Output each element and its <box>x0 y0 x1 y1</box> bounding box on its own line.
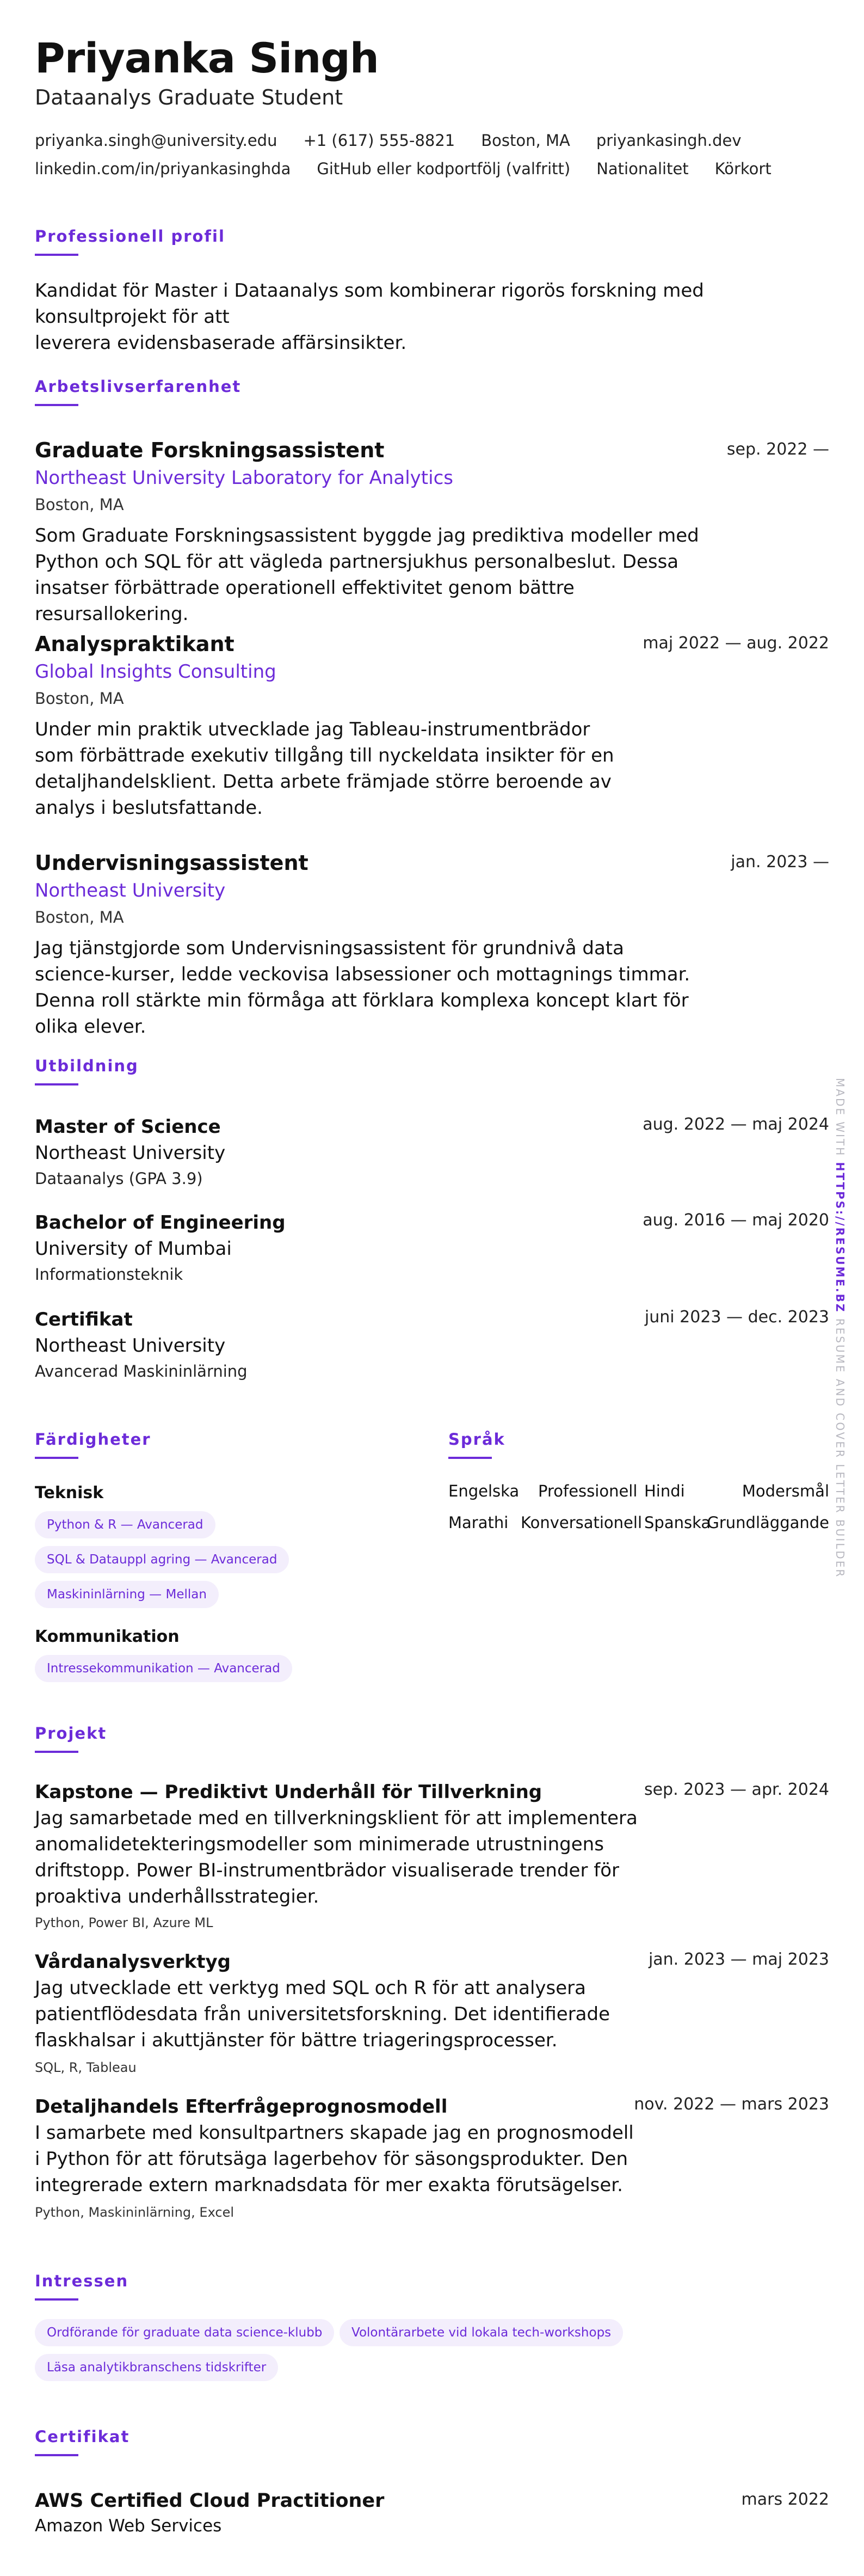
section-rule <box>35 2298 78 2301</box>
skill-tag: Maskininlärning — Mellan <box>35 1581 219 1608</box>
project-tech: Python, Power BI, Azure ML <box>35 1915 213 1930</box>
job-description: Som Graduate Forskningsassistent byggde jag prediktiva modeller med Python och SQL för att vägleda partnersjukhus personalbeslut. Dessa insatser förbättrade operationell effektivitet genom bättre resursallokering. <box>35 525 699 625</box>
job-description: Under min praktik utvecklade jag Tableau-instrumentbrädor som förbättrade exekutiv tillgång till nyckeldata insikter för en detaljhandelsklient. Detta arbete främjade större beroende av analys i beslutsfattande. <box>35 719 614 819</box>
field-of-study: Avancerad Maskininlärning <box>35 1362 248 1381</box>
project-dates: jan. 2023 — maj 2023 <box>648 1950 829 1969</box>
skill-tag: Python & R — Avancerad <box>35 1511 215 1538</box>
section-rule <box>35 1751 78 1753</box>
section-title-skills: Färdigheter <box>35 1430 151 1449</box>
job-location: Boston, MA <box>35 495 124 514</box>
contact-email[interactable]: priyanka.singh@university.edu <box>35 131 277 150</box>
project-dates: sep. 2023 — apr. 2024 <box>644 1780 829 1799</box>
language-level: Professionell <box>538 1482 638 1500</box>
school-name: Northeast University <box>35 1335 226 1357</box>
project-dates: nov. 2022 — mars 2023 <box>634 2095 829 2114</box>
degree-title: Certifikat <box>35 1309 133 1330</box>
project-description: Jag samarbetade med en tillverkningsklient för att implementera anomalidetekteringsmodeller som minimerade utrustningens driftstopp. Power BI-instrumentbrädor visualiserade trender för proaktiva underhållsstrategier. <box>35 1807 638 1908</box>
job-dates: sep. 2022 — <box>726 440 829 459</box>
job-title: Undervisningsassistent <box>35 851 308 875</box>
interest-tag: Läsa analytikbranschens tidskrifter <box>35 2354 278 2381</box>
school-name: Northeast University <box>35 1142 226 1164</box>
branding-strip <box>832 1078 854 1579</box>
section-title-interests: Intressen <box>35 2272 129 2290</box>
certificate-title: AWS Certified Cloud Practitioner <box>35 2490 385 2512</box>
contact-line-2 <box>35 158 798 180</box>
section-rule <box>35 2454 78 2456</box>
job-dates: jan. 2023 — <box>731 852 829 872</box>
candidate-title: Dataanalys Graduate Student <box>35 85 343 109</box>
contact-location: Boston, MA <box>481 131 570 150</box>
contact-github[interactable]: GitHub eller kodportfölj (valfritt) <box>317 160 571 178</box>
contact-line-1 <box>35 130 768 151</box>
project-tech: SQL, R, Tableau <box>35 2060 137 2075</box>
skill-tag: SQL & Datauppl agring — Avancerad <box>35 1546 289 1573</box>
certificate-date: mars 2022 <box>741 2490 829 2509</box>
project-tech: Python, Maskininlärning, Excel <box>35 2205 234 2220</box>
language-row <box>448 1512 829 1534</box>
branding-text <box>829 1078 851 1579</box>
language-name: Spanska <box>644 1513 711 1532</box>
job-dates: maj 2022 — aug. 2022 <box>643 634 829 653</box>
job-location: Boston, MA <box>35 689 124 708</box>
job-organization: Global Insights Consulting <box>35 661 276 683</box>
section-title-education: Utbildning <box>35 1057 139 1075</box>
field-of-study: Informationsteknik <box>35 1265 183 1284</box>
section-rule <box>35 404 78 406</box>
skills-technical-heading: Teknisk <box>35 1483 104 1502</box>
branding-prefix: MADE WITH <box>834 1078 847 1157</box>
profile-line: leverera evidensbaserade affärsinsikter. <box>35 332 407 354</box>
contact-phone[interactable]: +1 (617) 555-8821 <box>303 131 455 150</box>
interest-tag: Ordförande för graduate data science-klubb <box>35 2319 334 2346</box>
language-name: Marathi <box>448 1513 509 1532</box>
language-level: Konversationell <box>521 1513 643 1532</box>
field-of-study: Dataanalys (GPA 3.9) <box>35 1169 203 1188</box>
language-name: Engelska <box>448 1482 520 1500</box>
project-description: Jag utvecklade ett verktyg med SQL och R för att analysera patientflödesdata från universitetsforskning. Det identifierade flaskhalsar i akuttjänster för bättre triageringsprocesser. <box>35 1977 610 2051</box>
job-organization: Northeast University <box>35 880 226 901</box>
skills-communication-heading: Kommunikation <box>35 1627 180 1646</box>
job-description: Jag tjänstgjorde som Undervisningsassistent för grundnivå data science-kurser, ledde veckovisa labsessioner och mottagnings timmar. Denna roll stärkte min förmåga att förklara komplexa koncept klart för olika elever. <box>35 937 690 1038</box>
contact-license: Körkort <box>714 160 772 178</box>
profile-line: Kandidat för Master i Dataanalys som kombinerar rigorös forskning med konsultprojekt för att <box>35 280 704 328</box>
section-title-languages: Språk <box>448 1430 505 1449</box>
project-title: Detaljhandels Efterfrågeprognosmodell <box>35 2096 448 2118</box>
contact-website[interactable]: priyankasingh.dev <box>596 131 742 150</box>
candidate-name: Priyanka Singh <box>35 34 379 82</box>
language-level: Modersmål <box>742 1482 829 1500</box>
project-title: Vårdanalysverktyg <box>35 1951 231 1973</box>
project-description: I samarbete med konsultpartners skapade jag en prognosmodell i Python för att förutsäga lagerbehov för säsongsprodukter. Den integrerade extern marknadsdata för mer exakta förutsägelser. <box>35 2122 634 2196</box>
school-name: University of Mumbai <box>35 1238 232 1260</box>
section-rule <box>35 1083 78 1085</box>
job-title: Analyspraktikant <box>35 632 234 656</box>
interest-tag: Volontärarbete vid lokala tech-workshops <box>340 2319 623 2346</box>
degree-title: Bachelor of Engineering <box>35 1212 286 1234</box>
job-organization: Northeast University Laboratory for Analytics <box>35 467 453 489</box>
section-title-projects: Projekt <box>35 1724 107 1743</box>
profile-summary <box>35 278 829 356</box>
contact-linkedin[interactable]: linkedin.com/in/priyankasinghda <box>35 160 291 178</box>
skill-tag: Intressekommunikation — Avancerad <box>35 1655 292 1682</box>
language-row <box>448 1481 829 1502</box>
section-rule <box>35 1457 78 1459</box>
education-dates: aug. 2016 — maj 2020 <box>643 1211 829 1230</box>
job-title: Graduate Forskningsassistent <box>35 438 385 462</box>
language-name: Hindi <box>644 1482 685 1500</box>
certificate-issuer: Amazon Web Services <box>35 2516 222 2536</box>
section-rule <box>448 1457 492 1459</box>
branding-link[interactable]: HTTPS://RESUME.BZ <box>834 1162 847 1314</box>
education-dates: aug. 2022 — maj 2024 <box>643 1115 829 1134</box>
section-title-certificates: Certifikat <box>35 2427 130 2446</box>
contact-nationality: Nationalitet <box>596 160 689 178</box>
job-location: Boston, MA <box>35 908 124 927</box>
section-rule <box>35 254 78 256</box>
degree-title: Master of Science <box>35 1116 221 1138</box>
section-title-profile: Professionell profil <box>35 227 225 246</box>
education-dates: juni 2023 — dec. 2023 <box>644 1308 829 1327</box>
branding-suffix: RESUME AND COVER LETTER BUILDER <box>834 1318 847 1579</box>
project-title: Kapstone — Prediktivt Underhåll för Tillverkning <box>35 1781 542 1803</box>
language-level: Grundläggande <box>707 1513 829 1532</box>
section-title-experience: Arbetslivserfarenhet <box>35 377 242 396</box>
